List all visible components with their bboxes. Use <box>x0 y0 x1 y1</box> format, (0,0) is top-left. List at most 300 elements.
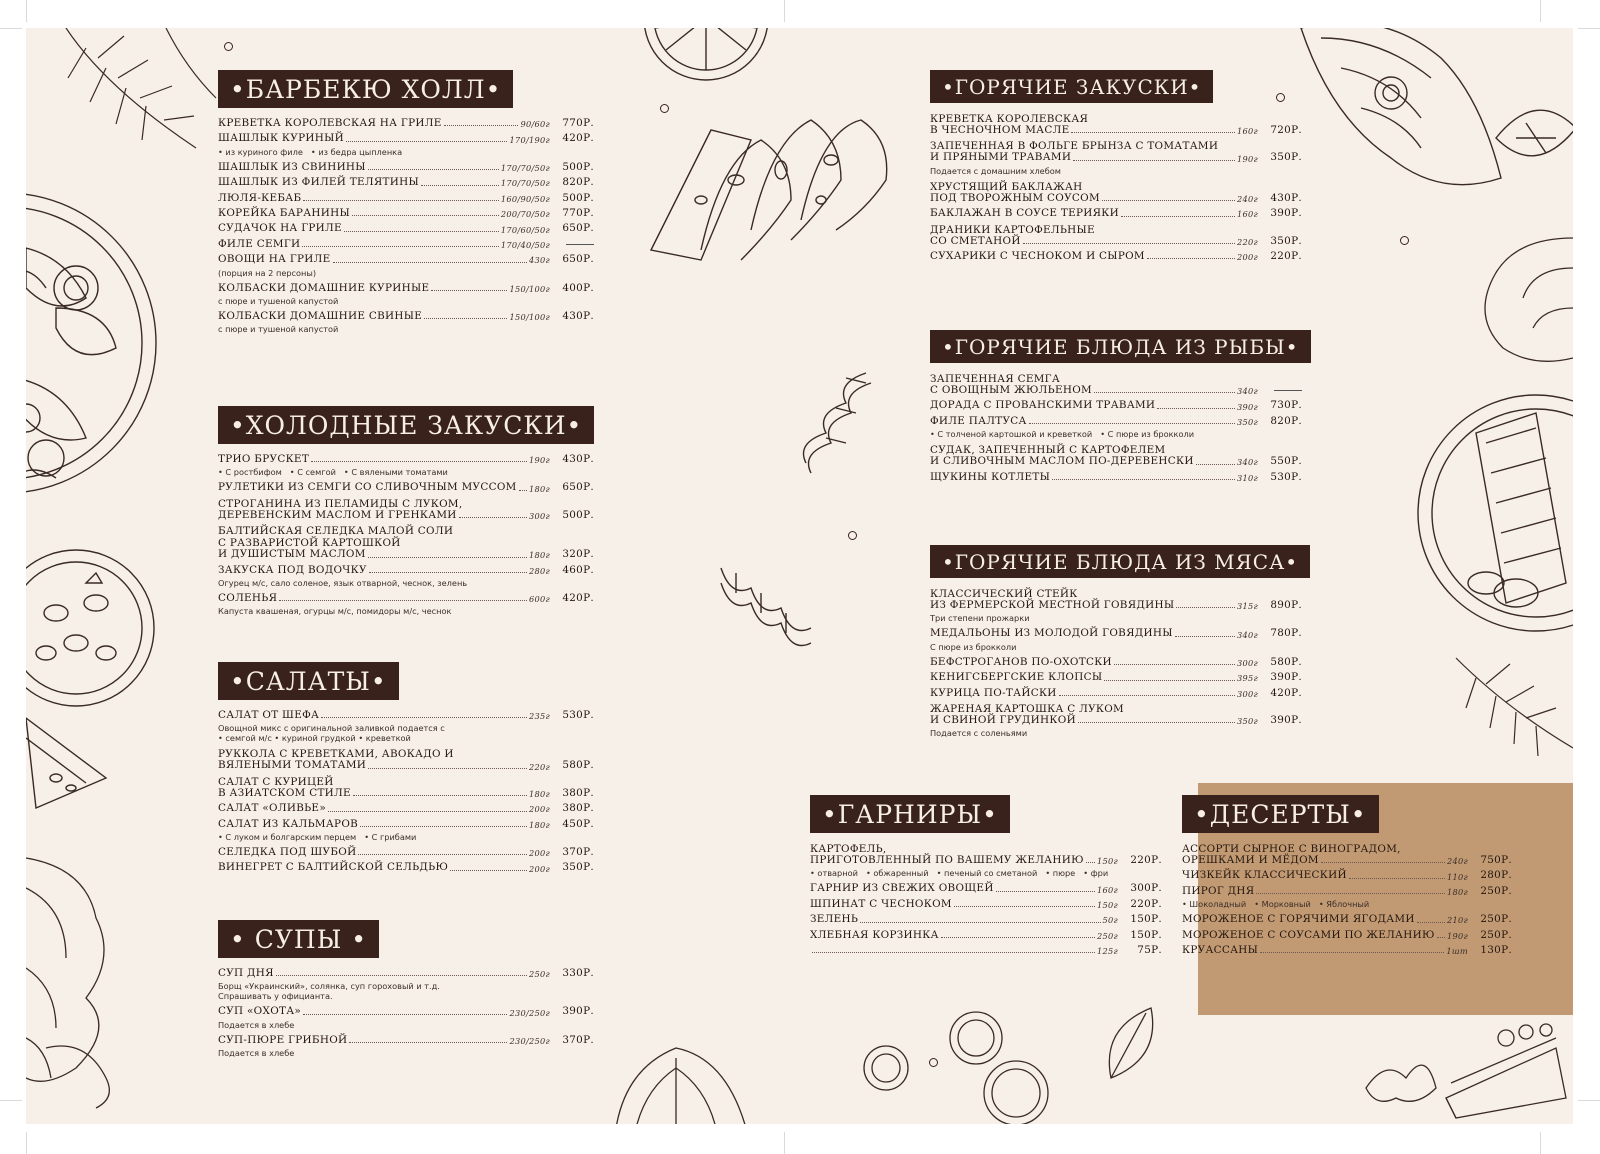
item-name: КУРИЦА ПО-ТАЙСКИ <box>930 686 1057 699</box>
item-line <box>218 118 594 128</box>
item-line <box>930 208 1302 218</box>
item-price: 350Р. <box>1270 151 1302 164</box>
item-weight: 160г <box>1237 209 1258 220</box>
item-weight: 220г <box>1237 236 1258 247</box>
item-price: 300Р. <box>1130 882 1162 895</box>
leader-dots <box>996 891 1095 892</box>
item-weight: 180г <box>529 819 550 830</box>
item-name: САЛАТ ИЗ КАЛЬМАРОВ <box>218 817 359 830</box>
item-price: 350Р. <box>1270 234 1302 247</box>
lettuce-leaf-icon <box>26 848 136 1108</box>
section-title: •ГОРЯЧИЕ БЛЮДА ИЗ РЫБЫ• <box>930 330 1311 363</box>
item-line <box>930 628 1302 638</box>
item-line <box>1182 945 1512 955</box>
salad-bowl-icon <box>26 543 176 713</box>
item-price: 390Р. <box>1270 714 1302 727</box>
item-price: 380Р. <box>562 786 594 799</box>
item-line <box>1182 870 1512 880</box>
item-name: ПОД ТВОРОЖНЫМ СОУСОМ <box>930 191 1100 204</box>
item-price: 370Р. <box>562 1033 594 1046</box>
leader-dots <box>1321 862 1445 863</box>
item-line <box>218 510 594 520</box>
menu-item <box>218 254 594 277</box>
item-name: КОРЕЙКА БАРАНИНЫ <box>218 207 350 220</box>
item-note-text: Капуста квашеная, огурцы м/с, помидоры м/с, чеснок <box>218 606 452 617</box>
item-line <box>218 283 594 293</box>
price-blank <box>566 244 594 245</box>
item-line <box>218 254 594 264</box>
leader-dots <box>1147 258 1235 259</box>
leader-dots <box>358 854 527 855</box>
item-note-text: • Яблочный <box>1318 899 1370 910</box>
item-price: 770Р. <box>562 117 594 129</box>
basil-leaf-icon <box>1101 1003 1161 1083</box>
item-name: ДЕРЕВЕНСКИМ МАСЛОМ И ГРЕНКАМИ <box>218 508 457 521</box>
menu-item <box>930 251 1302 261</box>
pin-icon <box>929 1058 938 1067</box>
item-weight: 310г <box>1237 472 1258 483</box>
item-note <box>218 467 594 477</box>
leader-dots <box>360 826 527 827</box>
item-note-text: • С вялеными томатами <box>343 467 448 478</box>
leader-dots <box>1029 423 1235 424</box>
lemon-slice-icon <box>1486 98 1573 178</box>
item-weight: 220г <box>529 761 550 772</box>
leader-dots <box>459 517 527 518</box>
leader-dots <box>812 952 1095 953</box>
item-weight: 150/100г <box>509 312 550 323</box>
item-weight: 315г <box>1237 601 1258 612</box>
item-weight: 340г <box>1237 629 1258 640</box>
menu-item <box>218 193 594 203</box>
menu-item <box>218 283 594 306</box>
item-note-text: • С семгой <box>289 467 336 478</box>
item-line <box>218 177 594 187</box>
item-price: 580Р. <box>1270 655 1302 668</box>
item-price: 320Р. <box>562 548 594 561</box>
item-name: И СВИНОЙ ГРУДИНКОЙ <box>930 714 1076 727</box>
item-line <box>810 855 1162 865</box>
price-blank <box>1274 390 1302 391</box>
menu-item <box>218 776 594 798</box>
item-note-text: • семгой м/с • куриной грудкой • креветкой <box>218 733 411 744</box>
herb-sprig-icon <box>1446 648 1573 768</box>
item-note <box>930 613 1302 623</box>
item-name-line: ДРАНИКИ КАРТОФЕЛЬНЫЕ <box>930 223 1095 236</box>
item-line <box>218 565 594 575</box>
item-weight: 300г <box>1237 658 1258 669</box>
section-cold-snacks <box>218 406 594 621</box>
leader-dots <box>1078 722 1235 723</box>
item-name-line: РУККОЛА С КРЕВЕТКАМИ, АВОКАДО И <box>218 748 454 761</box>
item-note <box>218 981 594 1001</box>
item-line <box>930 715 1302 725</box>
item-name: ЩУКИНЫ КОТЛЕТЫ <box>930 470 1051 483</box>
item-name-line: САЛАТ С КУРИЦЕЙ <box>218 775 334 788</box>
menu-item <box>930 657 1302 667</box>
section-soups <box>218 920 594 1063</box>
item-line <box>1182 855 1512 865</box>
item-price: 420Р. <box>562 132 594 145</box>
item-weight: 240г <box>1237 194 1258 205</box>
item-name: СОЛЕНЬЯ <box>218 592 278 605</box>
leader-dots <box>1256 893 1445 894</box>
menu-item <box>218 565 594 588</box>
item-note-text: • печеный со сметаной <box>936 868 1038 879</box>
item-line <box>930 672 1302 682</box>
pin-icon <box>224 42 233 51</box>
item-line <box>1182 886 1512 896</box>
item-note <box>930 642 1302 652</box>
menu-item <box>218 133 594 156</box>
item-price: 130Р. <box>1480 944 1512 957</box>
item-name: КЕНИГСБЕРГСКИЕ КЛОПСЫ <box>930 671 1103 684</box>
menu-item <box>930 181 1302 203</box>
item-note-text: Подается в хлебе <box>218 1019 295 1030</box>
item-line <box>218 239 594 249</box>
leader-dots <box>421 185 499 186</box>
menu-item <box>218 525 594 559</box>
section-title: •ГОРЯЧИЕ БЛЮДА ИЗ МЯСА• <box>930 545 1310 578</box>
item-name: РУЛЕТИКИ ИЗ СЕМГИ СО СЛИВОЧНЫМ МУССОМ <box>218 481 517 494</box>
item-note-text: С пюре из брокколи <box>930 641 1017 652</box>
item-line <box>810 899 1162 909</box>
item-name: ТРИО БРУСКЕТ <box>218 453 310 465</box>
item-weight: 200/70/50г <box>500 209 550 220</box>
item-price: 220Р. <box>1130 897 1162 910</box>
leader-dots <box>368 169 499 170</box>
item-line <box>218 133 594 143</box>
item-name: СУП-ПЮРЕ ГРИБНОЙ <box>218 1033 348 1046</box>
item-price: 450Р. <box>562 817 594 830</box>
item-name-line: КРЕВЕТКА КОРОЛЕВСКАЯ <box>930 113 1089 125</box>
menu-item <box>810 883 1162 893</box>
menu-item <box>218 118 594 128</box>
item-name: БЕФСТРОГАНОВ ПО-ОХОТСКИ <box>930 655 1112 668</box>
lettuce-leaf-icon <box>606 1028 756 1124</box>
item-line <box>930 152 1302 162</box>
item-note-text: Овощной микс с оригинальной заливкой подается с <box>218 723 445 734</box>
item-price: 430Р. <box>562 310 594 323</box>
item-line <box>930 193 1302 203</box>
leader-dots <box>1417 922 1445 923</box>
item-name: ДОРАДА С ПРОВАНСКИМИ ТРАВАМИ <box>930 399 1156 412</box>
item-line <box>1182 930 1512 940</box>
item-note-text: Подается с соленьями <box>930 728 1028 739</box>
leader-dots <box>1349 878 1445 879</box>
item-weight: 390г <box>1237 401 1258 412</box>
item-weight: 250г <box>1097 930 1118 941</box>
menu-item <box>930 628 1302 651</box>
section-title: •БАРБЕКЮ ХОЛЛ• <box>218 70 513 108</box>
item-price: 370Р. <box>562 846 594 859</box>
item-weight: 200г <box>1237 252 1258 263</box>
item-name: МЕДАЛЬОНЫ ИЗ МОЛОДОЙ ГОВЯДИНЫ <box>930 627 1173 640</box>
leader-dots <box>1196 464 1235 465</box>
item-name: ВЯЛЕНЫМИ ТОМАТАМИ <box>218 759 367 772</box>
menu-item <box>218 862 594 872</box>
section-title: • СУПЫ • <box>218 920 379 958</box>
menu-item <box>810 843 1162 878</box>
item-note-text: Борщ «Украинский», солянка, суп гороховый и т.д. <box>218 981 440 992</box>
item-price: 650Р. <box>562 222 594 235</box>
section-title: •ГАРНИРЫ• <box>810 795 1010 833</box>
item-price: 220Р. <box>1270 250 1302 263</box>
leader-dots <box>1176 607 1235 608</box>
leader-dots <box>1157 408 1235 409</box>
item-line <box>930 657 1302 667</box>
menu-item <box>1182 945 1512 955</box>
menu-item <box>930 444 1302 466</box>
item-name: ОРЕШКАМИ И МЁДОМ <box>1182 854 1319 866</box>
item-line <box>218 454 594 464</box>
fusilli-pasta-icon <box>716 558 836 658</box>
item-note-text: Подается с домашним хлебом <box>930 165 1061 176</box>
item-name: СО СМЕТАНОЙ <box>930 234 1021 247</box>
item-name: И СЛИВОЧНЫМ МАСЛОМ ПО-ДЕРЕВЕНСКИ <box>930 455 1194 468</box>
item-price: 430Р. <box>1270 191 1302 204</box>
menu-item <box>810 930 1162 940</box>
item-weight: 170/60/50г <box>500 224 550 235</box>
item-line <box>218 193 594 203</box>
item-line <box>218 223 594 233</box>
leader-dots <box>349 1042 507 1043</box>
item-weight: 190г <box>1237 153 1258 164</box>
section-hot-meat <box>930 545 1302 743</box>
item-price: 420Р. <box>1270 686 1302 699</box>
item-note <box>218 723 594 743</box>
item-price: 150Р. <box>1130 928 1162 941</box>
leader-dots <box>954 906 1095 907</box>
section-title: •ХОЛОДНЫЕ ЗАКУСКИ• <box>218 406 594 444</box>
item-weight: 200г <box>529 804 550 815</box>
item-weight: 240г <box>1447 856 1468 867</box>
item-weight: 200г <box>529 848 550 859</box>
item-name: ЧИЗКЕЙК КЛАССИЧЕСКИЙ <box>1182 869 1347 882</box>
item-note-text: • пюре <box>1045 868 1076 879</box>
leader-dots <box>352 215 499 216</box>
item-price: 650Р. <box>562 481 594 494</box>
item-weight: 50г <box>1102 915 1118 926</box>
item-weight: 160г <box>1097 884 1118 895</box>
item-weight: 160/90/50г <box>500 193 550 204</box>
item-price: 280Р. <box>1480 869 1512 882</box>
item-weight: 600г <box>529 594 550 605</box>
item-name-line: КАРТОФЕЛЬ, <box>810 843 887 855</box>
menu-item <box>930 472 1302 482</box>
item-note-text: • Шоколадный <box>1182 899 1247 910</box>
menu-item <box>810 899 1162 909</box>
item-name-line: КЛАССИЧЕСКИЙ СТЕЙК <box>930 588 1078 600</box>
item-line <box>1182 914 1512 924</box>
item-note-text: Подается в хлебе <box>218 1048 295 1059</box>
leader-dots <box>333 262 528 263</box>
item-price: 890Р. <box>1270 599 1302 611</box>
leader-dots <box>303 200 498 201</box>
item-name: ПИРОГ ДНЯ <box>1182 884 1255 897</box>
item-name: КРУАССАНЫ <box>1182 944 1259 957</box>
item-name: ШПИНАТ С ЧЕСНОКОМ <box>810 897 952 910</box>
lettuce-leaf-icon <box>1466 228 1573 368</box>
item-line <box>930 472 1302 482</box>
menu-item <box>218 177 594 187</box>
item-price: 390Р. <box>562 1005 594 1018</box>
menu-item <box>1182 886 1512 909</box>
menu-item <box>930 113 1302 135</box>
item-name: И ПРЯНЫМИ ТРАВАМИ <box>930 151 1072 164</box>
leader-dots <box>1023 243 1235 244</box>
cheese-wedge-icon <box>26 708 116 818</box>
item-name: ФИЛЕ ПАЛТУСА <box>930 414 1027 427</box>
item-name: КОЛБАСКИ ДОМАШНИЕ КУРИНЫЕ <box>218 281 430 294</box>
item-price: 500Р. <box>562 160 594 173</box>
section-title: •САЛАТЫ• <box>218 662 399 700</box>
leader-dots <box>1086 862 1095 863</box>
item-weight: 110г <box>1447 871 1468 882</box>
item-note-text: • фри <box>1083 868 1109 879</box>
leader-dots <box>369 572 527 573</box>
leader-dots <box>346 141 507 142</box>
leader-dots <box>1121 216 1235 217</box>
leader-dots <box>941 937 1095 938</box>
herb-sprig-icon <box>46 28 226 158</box>
item-name: В АЗИАТСКОМ СТИЛЕ <box>218 786 351 799</box>
item-note <box>218 578 594 588</box>
menu-item <box>930 224 1302 246</box>
menu-item <box>218 482 594 492</box>
fusilli-pasta-icon <box>796 368 876 478</box>
leader-dots <box>1073 160 1235 161</box>
item-note <box>218 1048 594 1058</box>
item-name-line: С РАЗВАРИСТОЙ КАРТОШКОЙ <box>218 537 401 550</box>
leader-dots <box>1102 200 1235 201</box>
section-hot-snacks <box>930 70 1302 266</box>
item-line <box>218 847 594 857</box>
item-price: 770Р. <box>562 207 594 220</box>
section-hot-fish <box>930 330 1302 487</box>
item-price: 460Р. <box>562 563 594 576</box>
leader-dots <box>1114 664 1235 665</box>
item-note-text: • из бедра цыпленка <box>310 146 403 157</box>
item-price: 730Р. <box>1270 399 1302 412</box>
item-name-line: ЖАРЕНАЯ КАРТОШКА С ЛУКОМ <box>930 703 1124 716</box>
menu-item <box>810 945 1162 955</box>
menu-spread <box>26 28 1573 1124</box>
item-price: 430Р. <box>562 453 594 465</box>
item-name: С ОВОЩНЫМ ЖЮЛЬЕНОМ <box>930 384 1092 396</box>
item-note-text: • С грибами <box>364 832 417 843</box>
item-weight: 150г <box>1097 900 1118 911</box>
leader-dots <box>1071 132 1235 133</box>
item-name: СЕЛЕДКА ПОД ШУБОЙ <box>218 846 357 859</box>
fish-plate-icon <box>1396 383 1573 643</box>
menu-item <box>218 208 594 218</box>
leader-dots <box>1175 636 1235 637</box>
item-line <box>930 125 1302 135</box>
item-name: САЛАТ ОТ ШЕФА <box>218 709 320 721</box>
item-weight: 340г <box>1237 457 1258 468</box>
item-price: 380Р. <box>562 802 594 815</box>
item-name: МОРОЖЕНОЕ С ГОРЯЧИМИ ЯГОДАМИ <box>1182 913 1415 926</box>
item-weight: 230/250г <box>509 1007 550 1018</box>
leader-dots <box>368 557 527 558</box>
item-note-text: • отварной <box>810 868 858 879</box>
item-note <box>930 728 1302 738</box>
menu-item <box>930 140 1302 175</box>
item-weight: 180г <box>529 789 550 800</box>
item-weight: 170/40/50г <box>500 240 550 251</box>
cheese-slices-icon <box>641 110 891 260</box>
menu-item <box>218 498 594 520</box>
menu-item <box>218 968 594 1001</box>
leader-dots <box>1260 952 1444 953</box>
item-note <box>218 1020 594 1030</box>
item-price: 500Р. <box>562 508 594 521</box>
item-name-line: СУДАК, ЗАПЕЧЕННЫЙ С КАРТОФЕЛЕМ <box>930 444 1166 457</box>
item-price: 650Р. <box>562 253 594 266</box>
item-price: 720Р. <box>1270 124 1302 136</box>
item-price: 75Р. <box>1137 944 1162 957</box>
item-line <box>218 1035 594 1045</box>
item-price: 350Р. <box>562 861 594 874</box>
item-weight: 395г <box>1237 673 1258 684</box>
item-price: 330Р. <box>562 967 594 979</box>
item-name: ЛЮЛЯ-КЕБАБ <box>218 191 302 204</box>
item-name-line: ЗАПЕЧЕННАЯ СЕМГА <box>930 373 1061 385</box>
item-weight: 160г <box>1237 126 1258 137</box>
item-weight: 235г <box>529 711 550 722</box>
item-line <box>810 914 1162 924</box>
item-name-line: СТРОГАНИНА ИЗ ПЕЛАМИДЫ С ЛУКОМ, <box>218 497 463 510</box>
item-name-line: АССОРТИ СЫРНОЕ С ВИНОГРАДОМ, <box>1182 843 1401 855</box>
leader-dots <box>344 231 499 232</box>
salmon-steak-icon <box>1281 28 1511 218</box>
item-name: ОВОЩИ НА ГРИЛЕ <box>218 253 331 266</box>
item-weight: 350г <box>1237 417 1258 428</box>
item-line <box>218 968 594 978</box>
item-name-line: ХРУСТЯЩИЙ БАКЛАЖАН <box>930 180 1083 193</box>
item-note <box>930 166 1302 176</box>
item-line <box>218 862 594 872</box>
menu-item <box>218 748 594 770</box>
item-price: 550Р. <box>1270 455 1302 468</box>
item-weight: 280г <box>529 565 550 576</box>
item-note-text: • обжаренный <box>865 868 929 879</box>
item-note <box>218 268 594 278</box>
item-weight: 210г <box>1447 915 1468 926</box>
pin-icon <box>848 531 857 540</box>
leader-dots <box>368 768 527 769</box>
item-name: ИЗ ФЕРМЕРСКОЙ МЕСТНОЙ ГОВЯДИНЫ <box>930 599 1175 611</box>
section-sides <box>810 795 1162 960</box>
menu-item <box>218 593 594 616</box>
lemon-slice-icon <box>636 28 776 88</box>
item-note <box>810 868 1162 878</box>
leader-dots <box>311 461 527 462</box>
item-name: МОРОЖЕНОЕ С СОУСАМИ ПО ЖЕЛАНИЮ <box>1182 928 1435 941</box>
menu-item <box>218 803 594 813</box>
item-price: 390Р. <box>1270 671 1302 684</box>
menu-item <box>930 672 1302 682</box>
item-note-text: • С ростбифом <box>218 467 282 478</box>
menu-item <box>1182 870 1512 880</box>
menu-item <box>930 208 1302 218</box>
item-weight: 190г <box>1447 930 1468 941</box>
leader-dots <box>519 490 527 491</box>
item-line <box>810 883 1162 893</box>
item-line <box>218 803 594 813</box>
item-line <box>930 688 1302 698</box>
